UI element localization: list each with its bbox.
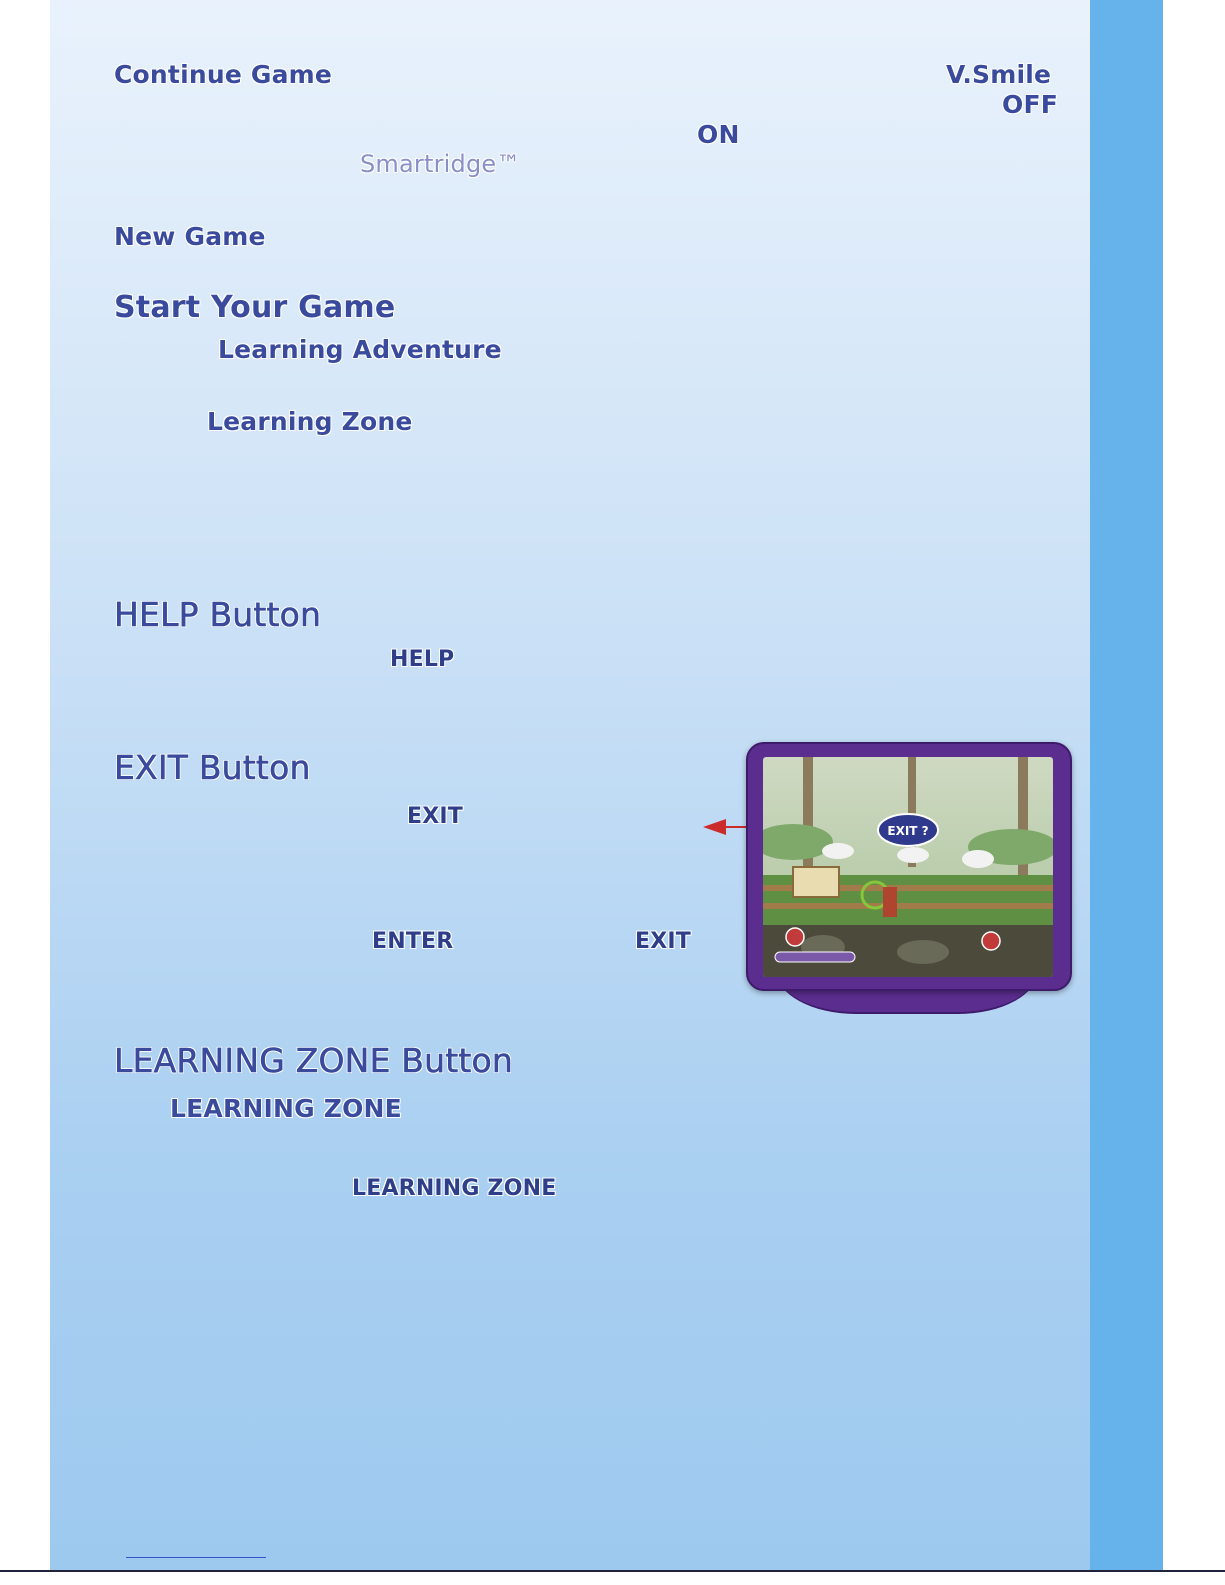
footer-underline: [126, 1557, 266, 1558]
learning-zone-button-heading: LEARNING ZONE Button: [114, 1041, 514, 1080]
help-keyword: HELP: [390, 647, 455, 672]
exit-prompt-text: EXIT ?: [887, 824, 929, 838]
exit-keyword-2: EXIT: [635, 929, 691, 954]
new-game-heading: New Game: [114, 222, 266, 251]
start-game-heading: Start Your Game: [114, 290, 396, 325]
learning-zone-keyword-2: LEARNING ZONE: [352, 1176, 557, 1201]
help-button-heading: HELP Button: [114, 595, 322, 634]
exit-keyword: EXIT: [407, 804, 463, 829]
game-screenshot: [763, 757, 1053, 977]
game-scene-illustration: [763, 757, 1053, 977]
learning-zone-label: Learning Zone: [207, 407, 413, 436]
page-bottom-rule: [0, 1570, 1225, 1572]
exit-prompt-bubble: [878, 814, 938, 846]
off-label: OFF: [1002, 90, 1059, 119]
on-label: ON: [697, 120, 740, 149]
exit-button-heading: EXIT Button: [114, 748, 311, 787]
console-name: V.Smile: [946, 60, 1052, 89]
side-tab-strip: [1090, 0, 1163, 1570]
learning-zone-keyword-1: LEARNING ZONE: [170, 1094, 402, 1123]
enter-keyword: ENTER: [372, 929, 454, 954]
continue-game-heading: Continue Game: [114, 60, 333, 89]
learning-adventure-label: Learning Adventure: [218, 335, 502, 364]
cartridge-name: Smartridge™: [360, 150, 521, 178]
